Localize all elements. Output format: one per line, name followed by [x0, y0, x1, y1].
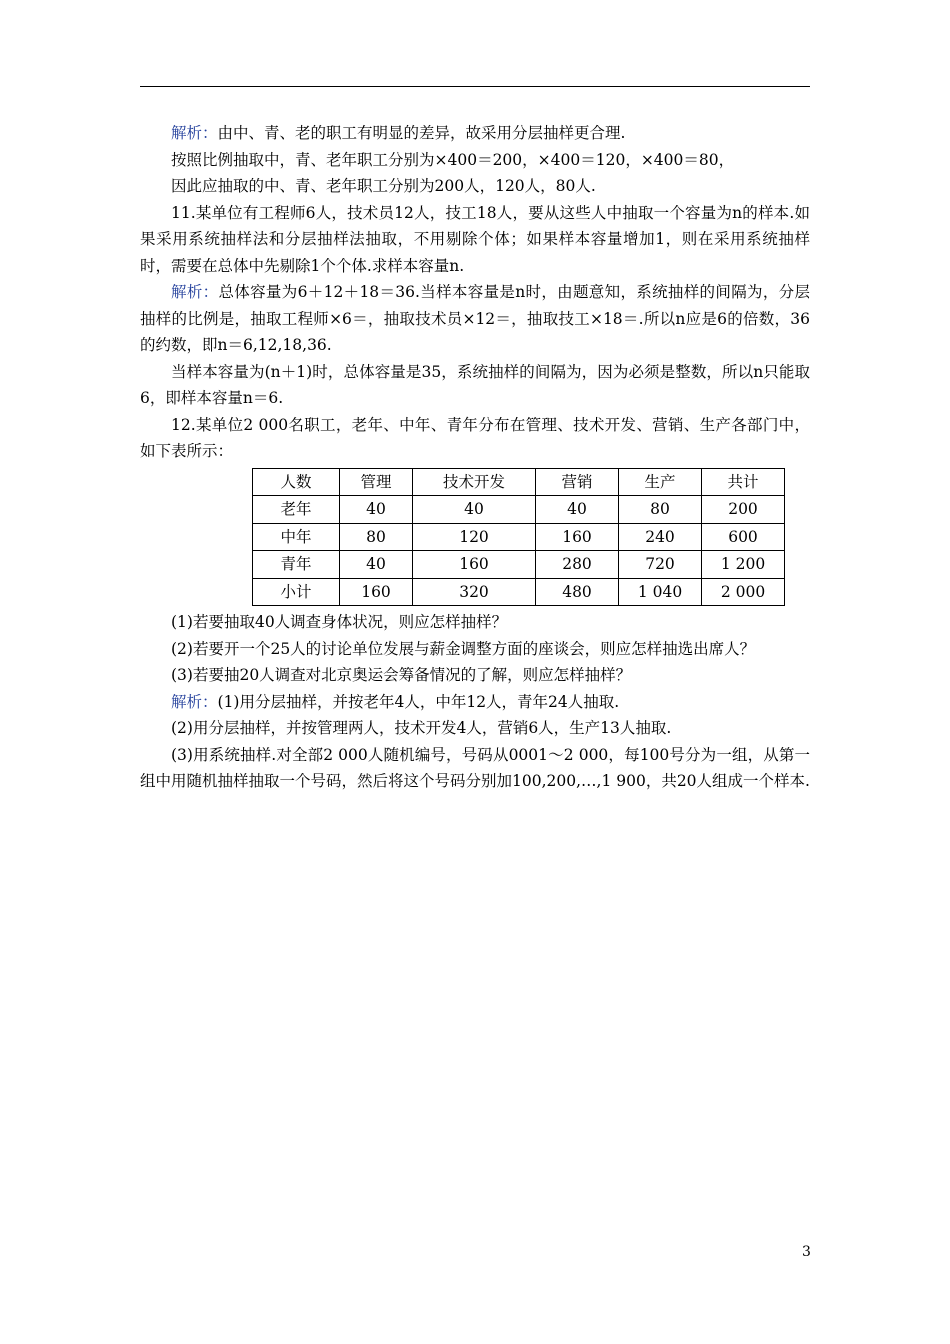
table-cell: 120 — [413, 523, 536, 551]
solution-10-line-2: 按照比例抽取中，青、老年职工分别为×400＝200，×400＝120，×400＝80， — [171, 150, 735, 169]
table-header-cell: 人数 — [253, 468, 340, 496]
page-number: 3 — [802, 1244, 811, 1260]
solution-12-part-2: (2)用分层抽样，并按管理两人，技术开发4人，营销6人，生产13人抽取. — [171, 719, 672, 737]
table-header-cell: 营销 — [536, 468, 619, 496]
table-cell: 老年 — [253, 496, 340, 524]
table-header-cell: 技术开发 — [413, 468, 536, 496]
question-11: 11.某单位有工程师6人，技术员12人，技工18人，要从这些人中抽取一个容量为n的样本.如果采用系统抽样法和分层抽样法抽取，不用剔除个体；如果样本容量增加1，则在采用系统抽样时，需要在总体中先剔除1个个体.求样本容量n. — [140, 203, 810, 275]
table-cell: 80 — [340, 523, 413, 551]
solution-11-para-2: 当样本容量为(n＋1)时，总体容量是35，系统抽样的间隔为，因为必须是整数，所以n只能取6，即样本容量n＝6. — [140, 362, 810, 407]
table-cell: 小计 — [253, 578, 340, 606]
table-cell: 1 200 — [702, 551, 785, 579]
table-cell: 2 000 — [702, 578, 785, 606]
solution-11-text: 总体容量为6＋12＋18＝36.当样本容量是n时，由题意知，系统抽样的间隔为，分层抽样的比例是，抽取工程师×6＝，抽取技术员×12＝，抽取技工×18＝.所以n应是6的倍数，36的约数，即n＝6,12,18,36. — [140, 283, 810, 354]
table-cell: 40 — [340, 551, 413, 579]
table-cell: 中年 — [253, 523, 340, 551]
solution-10-line-1 — [140, 120, 810, 147]
table-cell: 160 — [536, 523, 619, 551]
question-12-part-2: (2)若要开一个25人的讨论单位发展与薪金调整方面的座谈会，则应怎样抽选出席人？ — [171, 639, 756, 658]
staff-table-body — [253, 468, 785, 606]
table-cell: 600 — [702, 523, 785, 551]
table-header-cell: 生产 — [619, 468, 702, 496]
table-cell: 1 040 — [619, 578, 702, 606]
solution-12-part-1 — [140, 689, 810, 716]
staff-distribution-table — [252, 468, 785, 607]
question-12-part-3: (3)若要抽20人调查对北京奥运会筹备情况的了解，则应怎样抽样？ — [171, 666, 632, 684]
solution-label: 解析： — [171, 283, 219, 301]
table-cell: 160 — [340, 578, 413, 606]
solution-11-para-1 — [140, 279, 810, 359]
table-header-row — [253, 468, 785, 496]
table-cell: 720 — [619, 551, 702, 579]
solution-10-text: 由中、青、老的职工有明显的差异，故采用分层抽样更合理. — [217, 124, 626, 142]
solution-10-line-3: 因此应抽取的中、青、老年职工分别为200人，120人，80人. — [171, 177, 596, 195]
table-header-cell: 管理 — [340, 468, 413, 496]
solution-label: 解析： — [171, 692, 218, 711]
table-cell: 40 — [413, 496, 536, 524]
solution-12-part-3: (3)用系统抽样.对全部2 000人随机编号，号码从0001～2 000，每100号分为一组，从第一组中用随机抽样抽取一个号码，然后将这个号码分别加100,200,…,1 900，共20人组成一个样本. — [140, 745, 810, 790]
table-cell: 160 — [413, 551, 536, 579]
table-cell: 280 — [536, 551, 619, 579]
solution-label: 解析： — [171, 124, 218, 142]
solution-12-text: (1)用分层抽样，并按老年4人，中年12人，青年24人抽取. — [217, 692, 620, 711]
page-content — [140, 120, 810, 795]
question-12-intro: 12.某单位2 000名职工，老年、中年、青年分布在管理、技术开发、营销、生产各部门中，如下表所示： — [140, 415, 810, 460]
question-12-part-1: (1)若要抽取40人调查身体状况，则应怎样抽样？ — [171, 613, 508, 631]
table-cell: 200 — [702, 496, 785, 524]
table-row — [253, 551, 785, 579]
table-row — [253, 496, 785, 524]
table-row — [253, 578, 785, 606]
table-cell: 80 — [619, 496, 702, 524]
table-cell: 40 — [340, 496, 413, 524]
table-header-cell: 共计 — [702, 468, 785, 496]
table-cell: 40 — [536, 496, 619, 524]
table-row — [253, 523, 785, 551]
header-rule — [140, 86, 810, 87]
table-cell: 480 — [536, 578, 619, 606]
table-cell: 青年 — [253, 551, 340, 579]
table-cell: 320 — [413, 578, 536, 606]
table-cell: 240 — [619, 523, 702, 551]
